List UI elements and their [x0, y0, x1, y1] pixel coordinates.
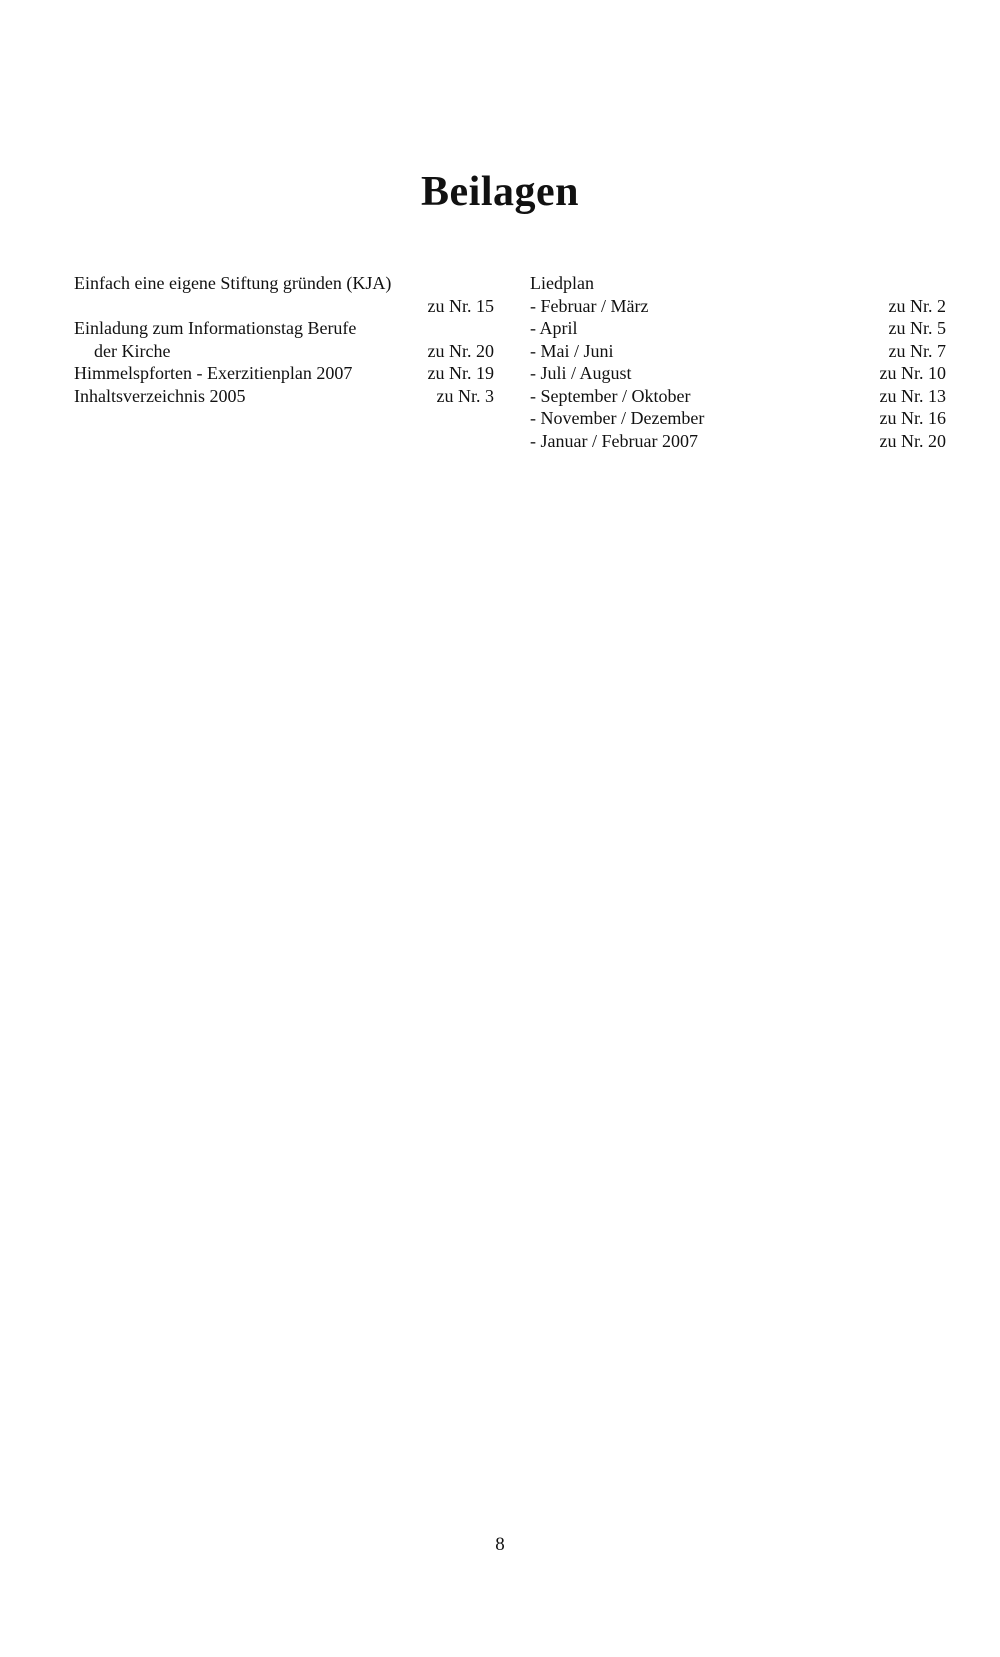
page-number: 8	[495, 1534, 505, 1555]
liedplan-period: - Mai / Juni	[530, 340, 614, 361]
page-title: Beilagen	[421, 169, 579, 215]
list-item	[530, 340, 946, 363]
liedplan-heading	[530, 272, 946, 295]
liedplan-ref: zu Nr. 16	[879, 408, 946, 428]
entry-title-continued: der Kirche	[94, 340, 171, 361]
list-item	[530, 317, 946, 340]
supplement-entry-inhaltsverzeichnis	[74, 385, 494, 408]
supplement-entry-stiftung	[74, 272, 494, 317]
entry-ref: zu Nr. 15	[427, 295, 494, 316]
entry-title: Einladung zum Informationstag Berufe	[74, 318, 357, 338]
list-item	[530, 385, 946, 408]
liedplan-period: - Januar / Februar 2007	[530, 430, 698, 451]
supplement-entry-informationstag	[74, 317, 494, 362]
liedplan-period: - April	[530, 318, 578, 338]
liedplan-ref: zu Nr. 5	[888, 318, 946, 338]
list-item	[530, 407, 946, 430]
list-item-continuation	[74, 340, 494, 363]
list-item-ref-line	[74, 295, 494, 318]
entry-ref: zu Nr. 3	[436, 385, 494, 406]
liedplan-ref: zu Nr. 13	[879, 385, 946, 406]
entry-title: Himmelspforten - Exerzitienplan 2007	[74, 363, 353, 383]
entry-title: Einfach eine eigene Stiftung gründen (KJA)	[74, 273, 392, 293]
list-item	[530, 295, 946, 318]
list-item	[74, 317, 494, 340]
liedplan-list	[530, 272, 946, 452]
liedplan-period: - September / Oktober	[530, 385, 691, 406]
liedplan-ref: zu Nr. 2	[888, 295, 946, 316]
list-item	[74, 272, 494, 295]
entry-title: Inhaltsverzeichnis 2005	[74, 385, 246, 406]
entry-ref: zu Nr. 19	[427, 363, 494, 383]
supplements-list-left	[74, 272, 494, 407]
section-heading: Liedplan	[530, 273, 594, 293]
liedplan-period: - November / Dezember	[530, 408, 705, 428]
liedplan-ref: zu Nr. 20	[879, 430, 946, 451]
supplement-entry-himmelspforten	[74, 362, 494, 385]
liedplan-period: - Februar / März	[530, 295, 649, 316]
list-item	[530, 430, 946, 453]
list-item	[530, 362, 946, 385]
liedplan-ref: zu Nr. 10	[879, 363, 946, 383]
entry-ref: zu Nr. 20	[427, 340, 494, 361]
liedplan-ref: zu Nr. 7	[888, 340, 946, 361]
liedplan-period: - Juli / August	[530, 363, 632, 383]
